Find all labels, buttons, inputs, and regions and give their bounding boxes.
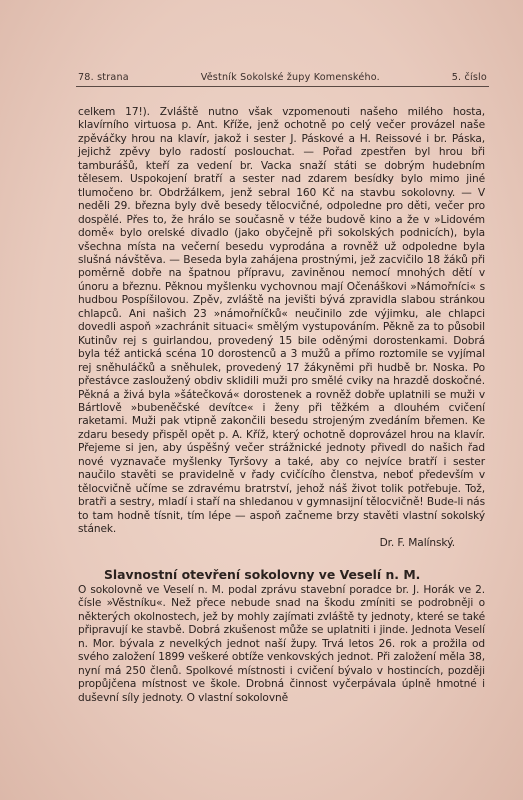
section-body bbox=[78, 584, 485, 705]
section-paragraph: O sokolovně ve Veselí n. M. podal zprávu stavební poradce br. J. Horák ve 2. čísle »Věstníku«. Než přece nebude snad na škodu zmíniti se podrobněji o některých okolnostech, jež by mohly zajímati zvláště ty jednoty, které se také připravují ke stavbě. Dobrá zkušenost může se uplatniti i jinde. Jednota Veselí n. Mor. bývala z nevelkých jednot naší župy. Trvá letos 26. rok a prožila od svého založení 1899 veškeré obtíže venkovských jednot. Při založení měla 38, nyní má 250 členů. Spolkové místnosti i cvičení bývalo v hostincích, později propůjčena místnost ve škole. Drobná činnost vyčerpávala úplně hmotné i duševní síly jednoty. O vlastní sokolovně bbox=[78, 584, 485, 704]
section-heading: Slavnostní otevření sokolovny ve Veselí n. M. bbox=[104, 567, 421, 582]
article-body bbox=[78, 106, 485, 550]
article-text: celkem 17!). Zvláště nutno však vzpomenouti našeho milého hosta, klavírního virtuosa p. Ant. Kříže, jenž ochotně po celý večer provázel naše zpěváčky hrou na klavír, jakož i sester J. Páskové a H. Reissové i br. Páska, jejichž zpěvy bylo radostí poslouchat. — Pořad zpestřen byl hrou bři tamburášů, kteří za vedení br. Vacka snaží státi se dobrým hudebním tělesem. Uspokojení bratří a sester nad zdarem besídky bylo mimo jiné tlumočeno br. Obdržálkem, jenž sebral 160 Kč na stavbu sokolovny. — V neděli 29. března byly dvě besedy tělocvičné, odpoledne pro děti, večer pro dospělé. Přes to, že hrálo se současně v téže budově kino a že v »Lidovém domě« bylo orelské divadlo (jako obyčejně při sokolských podnicích), byla všechna místa na večerní besedu vyprodána a rovněž už odpoledne byla slušná návštěva. — Beseda byla zahájena prostnými, jež zacvičilo 18 žáků při poměrně dobře na špatnou přípravu, zaviněnou nemocí mnohých dětí v únoru a březnu. Pěknou myšlenku vychovnou mají Očenáškovi »Námořníci« s hudbou Pospíšilovou. Zpěv, zvláště na jevišti bývá zpravidla slabou stránkou chlapců. Ani našich 23 »námořníčků« neučinilo zde výjimku, ale chlapci dovedli aspoň »zachránit situaci« smělým vystupováním. Pěkně za to působil Kutinův rej s guirlandou, provedený 15 bile oděnými dorostenkami. Dobrá byla též antická scéna 10 dorostenců a 3 mužů a přímo roztomile se vyjímal rej sněhuláčků a sněhulek, provedený 17 žákyněmi při hudbě br. Noska. Po přestávce zasloužený obdiv sklidili muži pro smělé cviky na hrazdě doskočné. Pěkná a živá byla »šátečková« dorostenek a rovněž dobře uplatnili se muži v Bártlově »bubeněčské devítce« i ženy při těžkém a dlouhém cvičení raketami. Muži pak vtipně zakončili besedu strojeným zvedáním břemen. Ke zdaru besedy přispěl opět p. A. Kříž, který ochotně doprovázel hrou na klavír. Přejeme si jen, aby úspěšný večer strážnické jednoty přivedl do našich řad nové vyznavače myšlenky Tyršovy a také, aby co nejvíce bratří i sester naučilo stavěti se pravidelně v řady cvičícího členstva, neboť především v tělocvičně učíme se zdravému bratrství, jehož náš život tolik potřebuje. Tož, bratři a sestry, mladí i staří na shledanou v gymnasijní tělocvičně! Bude-li nás to tam hodně tísnit, tím lépe — aspoň začneme brzy stavěti vlastní sokolský stánek. bbox=[78, 106, 485, 536]
article-signature: Dr. F. Malínský. bbox=[379, 536, 455, 549]
issue-number: 5. číslo bbox=[451, 72, 487, 83]
journal-title: Věstník Sokolské župy Komenského. bbox=[200, 72, 380, 83]
header-divider bbox=[76, 86, 489, 87]
running-header bbox=[78, 72, 487, 83]
article-paragraph bbox=[78, 106, 485, 550]
page-number: 78. strana bbox=[78, 72, 129, 83]
